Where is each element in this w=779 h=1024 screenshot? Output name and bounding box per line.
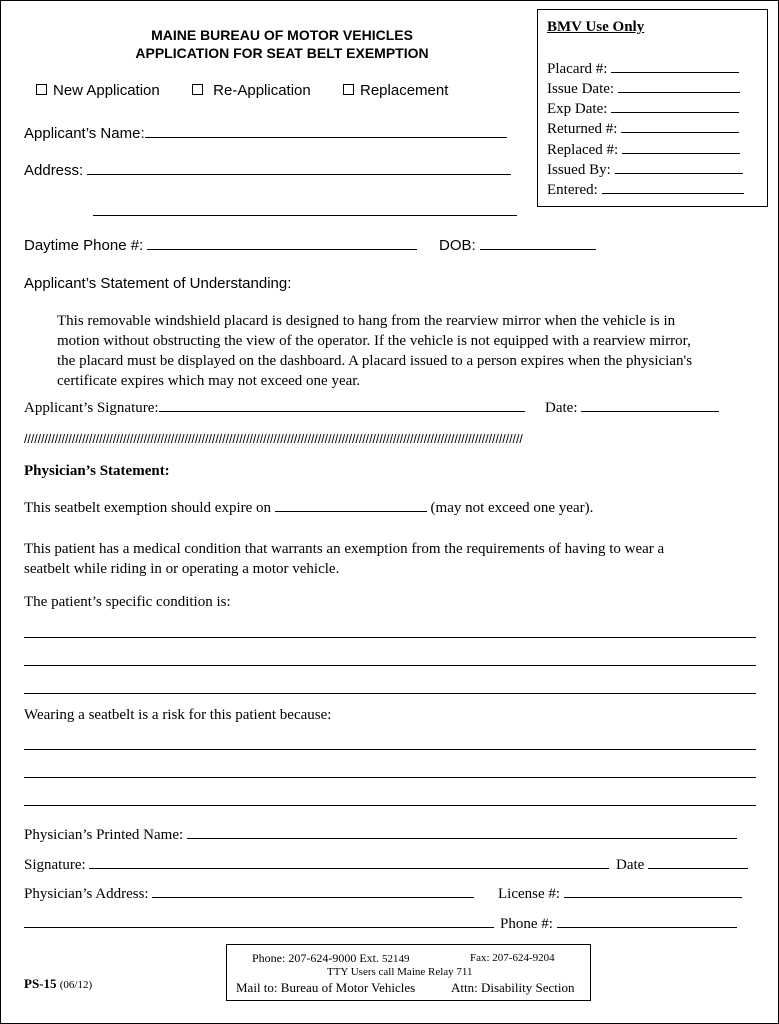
risk-line-2[interactable] xyxy=(24,777,756,778)
physician-address-line-2[interactable] xyxy=(24,917,494,932)
bmv-issued-by-field[interactable]: Issued By: xyxy=(547,163,743,178)
physician-signature-field[interactable]: Signature: xyxy=(24,858,609,873)
address-field[interactable]: Address: xyxy=(24,163,511,178)
specific-condition-line-1[interactable] xyxy=(24,637,756,638)
applicant-date-field[interactable]: Date: xyxy=(545,401,719,416)
specific-condition-line-2[interactable] xyxy=(24,665,756,666)
bmv-returned-field[interactable]: Returned #: xyxy=(547,122,739,137)
physician-printed-name-field[interactable]: Physician’s Printed Name: xyxy=(24,828,737,843)
specific-condition-line-3[interactable] xyxy=(24,693,756,694)
expiration-field[interactable]: This seatbelt exemption should expire on (may not exceed one year). xyxy=(24,500,594,516)
contact-tty: TTY Users call Maine Relay 711 xyxy=(327,966,473,978)
re-application-option[interactable]: Re-Application xyxy=(192,83,311,98)
daytime-phone-field[interactable]: Daytime Phone #: xyxy=(24,238,417,253)
license-field[interactable]: License #: xyxy=(498,887,742,902)
statement-heading: Applicant’s Statement of Understanding: xyxy=(24,275,292,292)
bmv-box-title: BMV Use Only xyxy=(547,19,645,35)
physician-address-field[interactable]: Physician’s Address: xyxy=(24,887,474,902)
dob-field[interactable]: DOB: xyxy=(439,238,596,253)
contact-phone: Phone: 207-624-9000 Ext. 52149 xyxy=(252,951,410,965)
bmv-exp-date-field[interactable]: Exp Date: xyxy=(547,102,739,117)
form-id: PS-15 (06/12) xyxy=(24,976,93,991)
bmv-placard-field[interactable]: Placard #: xyxy=(547,62,739,77)
section-divider: ////////////////////////////////////////////////////////////////////////////////////////////////////////////////////////////////////////////////// xyxy=(24,433,523,446)
contact-fax: Fax: 207-624-9204 xyxy=(470,952,555,964)
new-application-option[interactable]: New Application xyxy=(36,83,160,98)
bmv-replaced-field[interactable]: Replaced #: xyxy=(547,143,740,158)
applicant-name-field[interactable]: Applicant’s Name: xyxy=(24,126,507,141)
address-line-2[interactable] xyxy=(93,215,517,216)
physician-statement-heading: Physician’s Statement: xyxy=(24,463,170,479)
physician-date-field[interactable]: Date xyxy=(616,858,748,873)
new-application-checkbox[interactable] xyxy=(36,84,47,95)
bmv-issue-date-field[interactable]: Issue Date: xyxy=(547,82,740,97)
risk-line-3[interactable] xyxy=(24,805,756,806)
form-title-line2: APPLICATION FOR SEAT BELT EXEMPTION xyxy=(135,45,429,61)
re-application-checkbox[interactable] xyxy=(192,84,203,95)
replacement-option[interactable]: Replacement xyxy=(343,83,448,98)
specific-condition-label: The patient’s specific condition is: xyxy=(24,594,231,610)
contact-mail: Mail to: Bureau of Motor Vehicles xyxy=(236,980,416,995)
form-title-line1: MAINE BUREAU OF MOTOR VEHICLES xyxy=(151,27,413,43)
statement-paragraph: This removable windshield placard is designed to hang from the rearview mirror when the vehicle is in motion without obstructing the view of the operator. If the vehicle is not equipped with a rearview mirror, the placard must be displayed on the dashboard. A placard issued to a person expires when the physician's certificate expires which may not exceed one year. xyxy=(57,313,693,389)
contact-attn: Attn: Disability Section xyxy=(451,980,575,995)
contact-info-box xyxy=(226,944,591,1001)
physician-phone-field[interactable]: Phone #: xyxy=(500,917,737,932)
bmv-entered-field[interactable]: Entered: xyxy=(547,183,744,198)
condition-paragraph: This patient has a medical condition that warrants an exemption from the requirements of having to wear a seatbelt while riding in or operating a motor vehicle. xyxy=(24,541,665,577)
bmv-use-only-box xyxy=(537,9,768,207)
applicant-signature-field[interactable]: Applicant’s Signature: xyxy=(24,401,525,416)
risk-line-1[interactable] xyxy=(24,749,756,750)
risk-label: Wearing a seatbelt is a risk for this patient because: xyxy=(24,707,332,723)
replacement-checkbox[interactable] xyxy=(343,84,354,95)
